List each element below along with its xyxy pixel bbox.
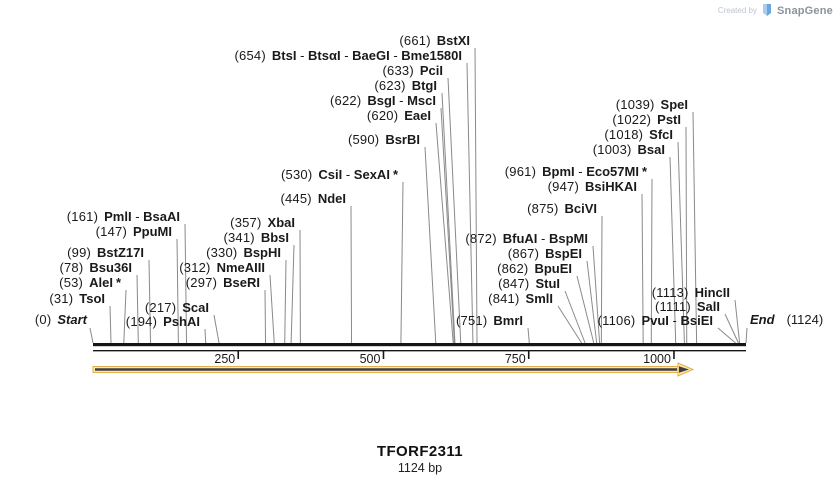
enzyme-name: TsoI — [79, 291, 105, 306]
enzyme-name: PstI — [657, 112, 681, 127]
callout-line — [214, 315, 219, 343]
site-position: (1039) — [615, 97, 655, 112]
enzyme-name: BpuEI — [534, 261, 572, 276]
enzyme-name: BsiHKAI — [584, 179, 637, 194]
enzyme-name: PpuMI — [133, 224, 172, 239]
ruler-tick-label: 250 — [214, 352, 236, 366]
enzyme-name: BtsI — [271, 48, 297, 63]
start-callout-line — [90, 328, 93, 343]
site-position: (620) — [366, 108, 399, 123]
end-label[interactable] — [750, 312, 823, 327]
restriction-site-label[interactable] — [126, 314, 200, 329]
site-position: (1106) — [597, 313, 636, 328]
restriction-site-label[interactable] — [383, 63, 443, 78]
enzyme-name: BspEI — [545, 246, 582, 261]
restriction-site-label[interactable] — [330, 93, 436, 108]
callout-line — [577, 276, 594, 343]
site-position: (1113) — [651, 285, 689, 300]
map-title: TFORF2311 — [376, 443, 464, 460]
restriction-site-label[interactable] — [348, 132, 420, 147]
restriction-site-label[interactable] — [67, 245, 144, 260]
restriction-site-label[interactable] — [59, 260, 132, 275]
site-position: (590) — [347, 132, 380, 147]
restriction-site-label[interactable] — [598, 313, 713, 328]
site-position: (445) — [280, 191, 312, 206]
enzyme-name: NmeAIII — [216, 260, 265, 275]
enzyme-name: MscI — [407, 93, 436, 108]
restriction-site-label[interactable] — [145, 300, 209, 315]
ruler-tick-label: 500 — [359, 352, 381, 366]
enzyme-name: NdeI — [317, 191, 346, 206]
callout-line — [270, 275, 274, 343]
callout-line — [725, 314, 738, 343]
enzyme-name: PmlI — [104, 209, 132, 224]
site-position: (312) — [179, 260, 211, 275]
restriction-site-label[interactable] — [280, 191, 346, 206]
enzyme-name: BsiEI — [680, 313, 713, 328]
enzyme-name: BsaI — [637, 142, 665, 157]
restriction-site-label[interactable] — [186, 275, 260, 290]
restriction-site-label[interactable] — [508, 246, 582, 261]
map-length: 1124 bp — [397, 461, 443, 475]
restriction-site-label[interactable] — [616, 97, 688, 112]
site-position: (841) — [488, 291, 520, 306]
site-position: (99) — [67, 245, 92, 260]
site-separator: - — [668, 313, 681, 328]
restriction-site-label[interactable] — [399, 33, 470, 48]
restriction-site-label[interactable] — [604, 127, 673, 142]
site-separator: - — [395, 93, 408, 108]
enzyme-name: XbaI — [267, 215, 295, 230]
enzyme-name: SalI — [696, 299, 720, 314]
created-by-label: Created by — [717, 6, 757, 15]
enzyme-name: BpmI — [542, 164, 575, 179]
callout-line — [285, 260, 286, 343]
end-text: End — [750, 312, 775, 327]
restriction-site-label[interactable] — [235, 48, 462, 63]
site-position: (31) — [49, 291, 74, 306]
enzyme-name: CsiI — [318, 167, 343, 182]
site-position: (867) — [507, 246, 540, 261]
restriction-site-label[interactable] — [59, 275, 121, 290]
site-position: (875) — [527, 201, 559, 216]
site-position: (1022) — [612, 112, 652, 127]
restriction-site-label[interactable] — [612, 112, 681, 127]
site-position: (161) — [66, 209, 99, 224]
callout-line — [291, 245, 294, 343]
site-position: (217) — [144, 300, 177, 315]
start-position: (0) — [34, 312, 52, 327]
ruler-tick-label: 750 — [504, 352, 526, 366]
site-position: (862) — [497, 261, 529, 276]
start-text: Start — [57, 312, 87, 327]
enzyme-name: BspHI — [243, 245, 281, 260]
site-position: (530) — [281, 167, 313, 182]
callout-line — [593, 246, 600, 343]
site-position: (1018) — [604, 127, 644, 142]
callout-line — [436, 123, 453, 343]
site-separator: - — [296, 48, 309, 63]
restriction-site-label[interactable] — [655, 299, 720, 314]
restriction-site-label[interactable] — [367, 108, 431, 123]
enzyme-name: Eco57MI — [586, 164, 639, 179]
restriction-site-label[interactable] — [652, 285, 730, 300]
site-position: (78) — [59, 260, 84, 275]
callout-line — [265, 290, 266, 343]
enzyme-name: SpeI — [660, 97, 688, 112]
start-label[interactable] — [35, 312, 87, 327]
enzyme-name: BfuAI — [502, 231, 538, 246]
site-position: (872) — [465, 231, 497, 246]
callout-line — [401, 182, 403, 343]
enzyme-name: StuI — [535, 276, 560, 291]
restriction-site-label[interactable] — [498, 276, 560, 291]
restriction-site-label[interactable] — [497, 261, 572, 276]
site-position: (661) — [399, 33, 431, 48]
site-position: (847) — [498, 276, 530, 291]
site-position: (751) — [456, 313, 488, 328]
site-separator: - — [574, 164, 587, 179]
restriction-site-label[interactable] — [593, 142, 665, 157]
restriction-site-label[interactable] — [456, 313, 523, 328]
methylation-star: * — [392, 167, 398, 182]
enzyme-name: BbsI — [260, 230, 289, 245]
end-callout-line — [746, 328, 747, 343]
enzyme-name: Bsu36I — [89, 260, 132, 275]
site-position: (147) — [95, 224, 127, 239]
enzyme-name: ScaI — [182, 300, 209, 315]
restriction-site-label[interactable] — [49, 291, 105, 306]
restriction-site-label[interactable] — [527, 201, 597, 216]
enzyme-name: EaeI — [404, 108, 431, 123]
enzyme-name: PvuI — [641, 313, 669, 328]
callout-line — [442, 93, 455, 343]
methylation-star: * — [115, 275, 121, 290]
restriction-site-label[interactable] — [230, 215, 295, 230]
site-position: (341) — [223, 230, 255, 245]
sequence-bar[interactable] — [93, 343, 746, 346]
site-separator: - — [131, 209, 144, 224]
restriction-site-label[interactable] — [223, 230, 289, 245]
callout-line — [467, 63, 473, 343]
callout-line — [528, 328, 529, 343]
enzyme-name: PshAI — [163, 314, 200, 329]
enzyme-name: BseRI — [223, 275, 260, 290]
restriction-site-label[interactable] — [488, 291, 553, 306]
callout-line — [205, 329, 206, 343]
callout-line — [441, 108, 454, 343]
enzyme-name: BaeGI — [352, 48, 390, 63]
restriction-site-label[interactable] — [206, 245, 281, 260]
site-separator: - — [537, 231, 549, 246]
brand-label: SnapGene — [776, 4, 833, 17]
site-position: (947) — [547, 179, 579, 194]
site-position: (1003) — [592, 142, 632, 157]
enzyme-name: BtgI — [411, 78, 437, 93]
site-position: (623) — [374, 78, 406, 93]
site-position: (633) — [382, 63, 414, 78]
callout-line — [137, 275, 138, 343]
restriction-site-label[interactable] — [374, 78, 437, 93]
enzyme-name: BsaAI — [143, 209, 180, 224]
enzyme-name: BsrBI — [385, 132, 420, 147]
site-position: (961) — [504, 164, 537, 179]
enzyme-name: BstXI — [436, 33, 470, 48]
restriction-site-label[interactable] — [281, 167, 398, 182]
enzyme-name: HincII — [694, 285, 730, 300]
end-position: (1124) — [786, 312, 824, 327]
branding — [718, 4, 833, 17]
site-position: (194) — [125, 314, 158, 329]
enzyme-name: PciI — [419, 63, 443, 78]
site-position: (357) — [230, 215, 262, 230]
restriction-site-label[interactable] — [96, 224, 172, 239]
enzyme-name: BtsαI — [308, 48, 341, 63]
site-position: (330) — [206, 245, 238, 260]
enzyme-name: SfcI — [649, 127, 673, 142]
enzyme-name: AleI — [89, 275, 113, 290]
callout-line — [425, 147, 436, 343]
enzyme-name: BstZ17I — [97, 245, 144, 260]
site-separator: - — [340, 48, 353, 63]
callout-line — [110, 306, 111, 343]
ruler-tick-label: 1000 — [643, 352, 671, 366]
site-position: (654) — [234, 48, 266, 63]
site-position: (622) — [330, 93, 362, 108]
site-position: (53) — [59, 275, 84, 290]
callout-line — [351, 206, 352, 343]
site-position: (297) — [185, 275, 218, 290]
callout-line — [565, 291, 585, 343]
enzyme-name: Bme1580I — [401, 48, 462, 63]
restriction-site-label[interactable] — [505, 164, 647, 179]
callout-line — [475, 48, 477, 343]
site-separator: - — [389, 48, 402, 63]
enzyme-name: BmrI — [493, 313, 523, 328]
restriction-site-label[interactable] — [465, 231, 588, 246]
enzyme-name: BciVI — [564, 201, 597, 216]
enzyme-name: SmlI — [525, 291, 553, 306]
site-position: (1111) — [654, 299, 691, 314]
restriction-site-label[interactable] — [548, 179, 637, 194]
restriction-site-label[interactable] — [179, 260, 265, 275]
enzyme-name: SexAI — [353, 167, 390, 182]
enzyme-name: BspMI — [549, 231, 588, 246]
enzyme-name: BsgI — [367, 93, 396, 108]
methylation-star: * — [641, 164, 647, 179]
snapgene-logo-icon — [762, 4, 772, 17]
restriction-site-label[interactable] — [67, 209, 180, 224]
site-separator: - — [342, 167, 354, 182]
